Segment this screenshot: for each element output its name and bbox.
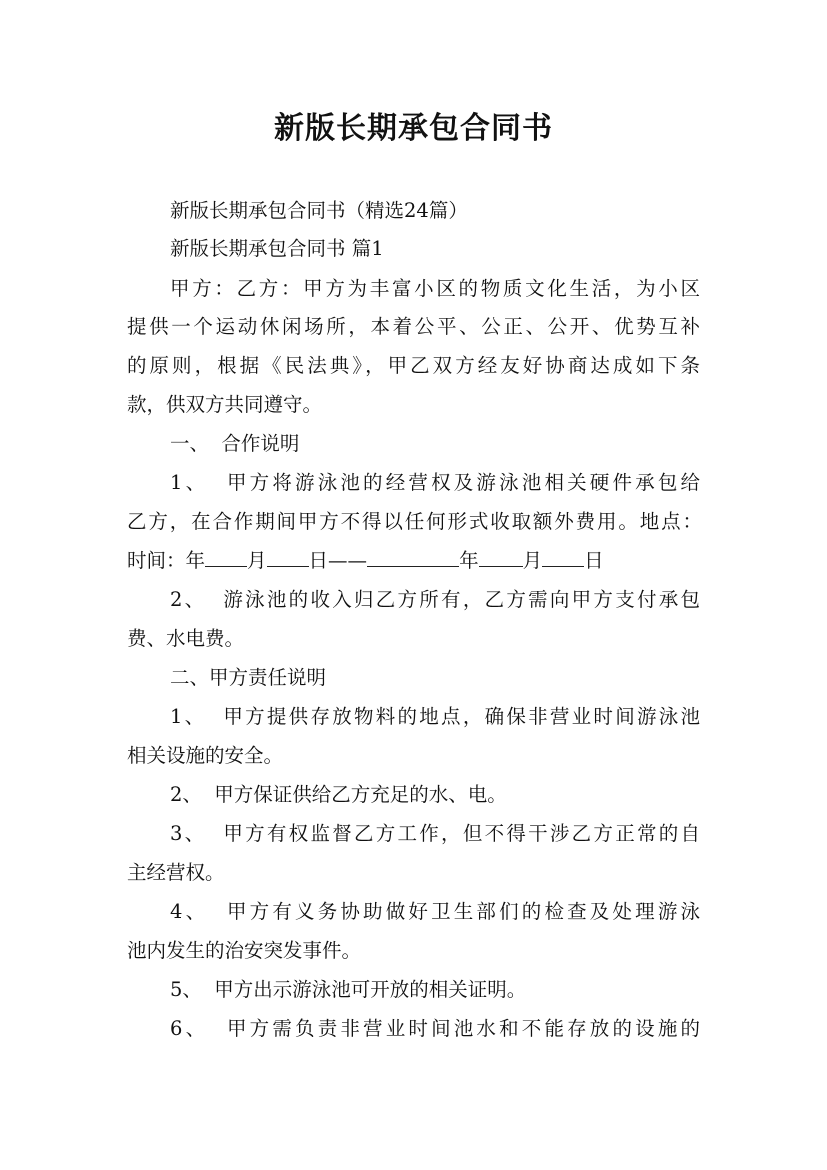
heading-cooperation: 一、 合作说明 — [170, 432, 300, 455]
paragraph-line: 1、 甲方将游泳池的经营权及游泳池相关硬件承包给 — [170, 471, 700, 494]
paragraph-line: 款，供双方共同遵守。 — [127, 393, 323, 416]
paragraph-line: 1、 甲方提供存放物料的地点，确保非营业时间游泳池 — [170, 705, 700, 728]
paragraph-line: 2、 游泳池的收入归乙方所有，乙方需向甲方支付承包 — [170, 588, 700, 611]
heading-party-a: 二、甲方责任说明 — [170, 666, 327, 689]
paragraph-line: 6、 甲方需负责非营业时间池水和不能存放的设施的 — [170, 1017, 700, 1040]
month-label: 月 — [247, 549, 267, 572]
time-label: 时间： — [127, 549, 186, 572]
document-title: 新版长期承包合同书 — [274, 111, 553, 146]
paragraph-line: 2、 甲方保证供给乙方充足的水、电。 — [170, 783, 507, 806]
month-blank — [205, 548, 247, 567]
day-blank — [542, 548, 584, 567]
day-label: 日 — [584, 549, 604, 572]
day-blank — [267, 548, 309, 567]
paragraph-line: 4、 甲方有义务协助做好卫生部们的检查及处理游泳 — [170, 900, 700, 923]
year-label: 年 — [185, 549, 206, 572]
section-heading: 新版长期承包合同书 篇1 — [170, 237, 384, 260]
paragraph-line: 甲方：乙方：甲方为丰富小区的物质文化生活，为小区 — [170, 277, 700, 300]
paragraph-line: 相关设施的安全。 — [127, 744, 284, 767]
paragraph-line: 费、水电费。 — [127, 627, 245, 650]
paragraph-line: 主经营权。 — [127, 861, 225, 884]
paragraph-line: 5、 甲方出示游泳池可开放的相关证明。 — [170, 978, 527, 1001]
paragraph-line: 提供一个运动休闲场所，本着公平、公正、公开、优势互补 — [127, 315, 700, 338]
year-blank — [367, 548, 459, 567]
year-label: 年 — [459, 549, 479, 572]
time-line — [127, 548, 707, 574]
subtitle-line: 新版长期承包合同书（精选24篇） — [170, 199, 468, 222]
day-label: 日—— — [308, 549, 368, 572]
paragraph-line: 的原则，根据《民法典》，甲乙双方经友好协商达成如下条 — [127, 354, 700, 377]
paragraph-line: 乙方，在合作期间甲方不得以任何形式收取额外费用。地点： — [127, 510, 702, 533]
paragraph-line: 3、 甲方有权监督乙方工作，但不得干涉乙方正常的自 — [170, 822, 700, 845]
month-label: 月 — [522, 549, 543, 572]
month-blank — [479, 548, 523, 567]
paragraph-line: 池内发生的治安突发事件。 — [127, 939, 362, 962]
